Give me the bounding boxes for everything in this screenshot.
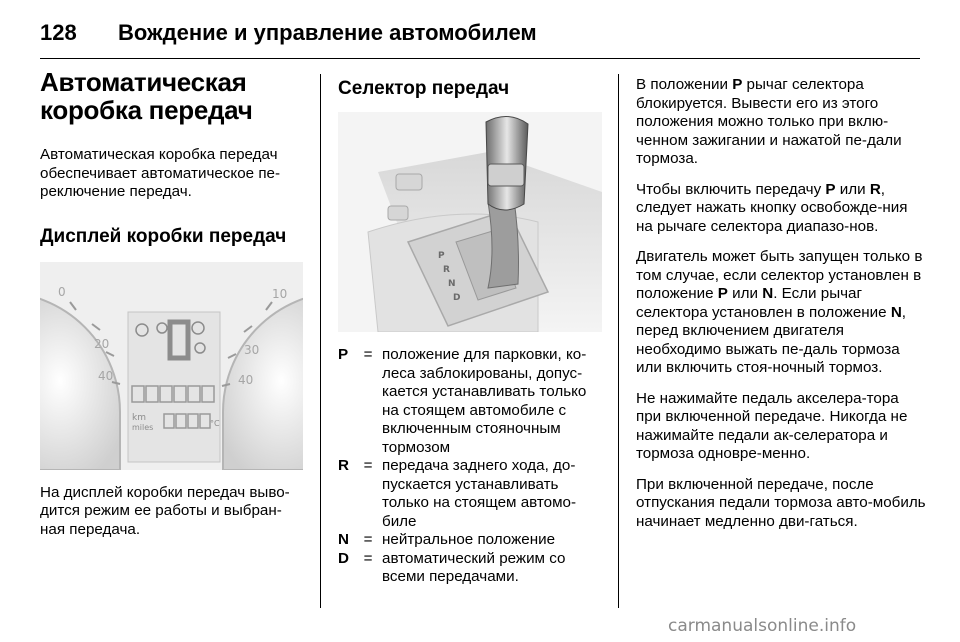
- paragraph-engine-start: [636, 248, 926, 378]
- text-run: рычаг селектора блокируется. Вывести его из этого положения можно только при вклю-ченном зажигании и нажатой пе-дали тормоза.: [636, 76, 902, 167]
- definition-r: [338, 457, 604, 531]
- definition-eq: =: [363, 457, 373, 474]
- definition-text: положение для парковки, ко-леса заблокированы, допус-кается устанавливать только на стоящем автомобиле с включенным стояночным тормозом: [382, 346, 587, 456]
- gear-selector-figure: [338, 112, 602, 332]
- gear-letter: P: [825, 180, 836, 198]
- text-run: В положении: [636, 76, 733, 93]
- column-2: [338, 68, 604, 587]
- svg-text:30: 30: [244, 342, 260, 357]
- paragraph-creep: При включенной передаче, после отпускания педали тормоза авто-мобиль начинает медленно дви-гаться.: [636, 475, 926, 530]
- selector-subtitle: Селектор передач: [338, 78, 510, 99]
- section-title-line2: коробка передач: [40, 95, 253, 125]
- gear-letter: P: [717, 285, 728, 302]
- gear-letter: P: [732, 76, 743, 93]
- page-header: [40, 20, 920, 60]
- gate-label-d: D: [453, 293, 461, 303]
- paragraph-release-button: [636, 181, 926, 237]
- text-run: . Если рычаг селектора установлен в положение: [636, 285, 891, 321]
- intro-paragraph: Автоматическая коробка передач обеспечивает автоматическое пе-реключение передач.: [40, 146, 281, 200]
- svg-text:40: 40: [98, 368, 114, 383]
- instrument-cluster-illustration: [40, 262, 303, 470]
- svg-text:0: 0: [58, 284, 66, 299]
- definition-eq: =: [363, 531, 373, 548]
- definition-p: [338, 346, 604, 457]
- section-title-line1: Автоматическая: [40, 67, 247, 97]
- definition-key: R: [338, 457, 349, 474]
- celsius-label: °C: [210, 418, 220, 428]
- gear-letter: N: [762, 285, 774, 302]
- text-run: или: [835, 180, 870, 198]
- watermark-text: carmanualsonline.info: [668, 616, 857, 636]
- gear-letter: N: [890, 303, 902, 321]
- text-run: или: [727, 285, 763, 302]
- column-1: [40, 68, 305, 539]
- column-3: [636, 68, 926, 531]
- definition-key: P: [338, 346, 349, 363]
- svg-text:40: 40: [238, 372, 254, 387]
- gearbox-display-figure: [40, 262, 303, 470]
- km-label: km: [132, 412, 146, 423]
- chapter-title: Вождение и управление автомобилем: [118, 20, 537, 45]
- definition-n: [338, 531, 604, 550]
- definition-d: [338, 550, 604, 587]
- paragraph-p-lock: [636, 76, 926, 169]
- text-run: Двигатель может быть запущен только в том случае, если селектор установлен в положение: [636, 248, 923, 302]
- svg-text:20: 20: [94, 336, 110, 351]
- miles-label: miles: [132, 422, 154, 432]
- definition-eq: =: [363, 346, 373, 363]
- gate-label-r: R: [443, 265, 450, 275]
- gear-letter: R: [869, 180, 881, 198]
- header-divider: [40, 58, 920, 59]
- display-caption: На дисплей коробки передач выво-дится режим ее работы и выбран-ная передача.: [40, 483, 290, 538]
- column-divider-2: [618, 74, 619, 608]
- text-run: Чтобы включить передачу: [636, 180, 826, 198]
- definition-text: автоматический режим со всеми передачами.: [382, 549, 566, 585]
- gate-label-p: P: [438, 251, 445, 261]
- page-number: 128: [40, 20, 77, 45]
- column-divider-1: [320, 74, 321, 608]
- definition-key: D: [338, 549, 349, 567]
- gate-label-n: N: [448, 279, 456, 289]
- paragraph-accelerator-warning: Не нажимайте педаль акселера-тора при включенной передаче. Никогда не нажимайте педали ак-селератора и тормоза одновре-менно.: [636, 389, 908, 462]
- definition-text: передача заднего хода, до-пускается устанавливать только на стоящем автомо-биле: [382, 457, 577, 530]
- text-run: , следует нажать кнопку освобожде-ния на рычаге селектора диапазо-нов.: [636, 180, 908, 235]
- definition-text: нейтральное положение: [382, 531, 556, 548]
- definition-eq: =: [363, 549, 373, 567]
- definition-key: N: [338, 531, 349, 548]
- svg-text:10: 10: [272, 286, 288, 301]
- text-run: , перед включением двигателя необходимо выжать пе-даль тормоза или включить стоя-ночный тормоз.: [636, 303, 907, 376]
- display-subtitle: Дисплей коробки передач: [40, 225, 287, 247]
- gear-lever-illustration: [338, 112, 602, 332]
- section-title: [40, 68, 305, 124]
